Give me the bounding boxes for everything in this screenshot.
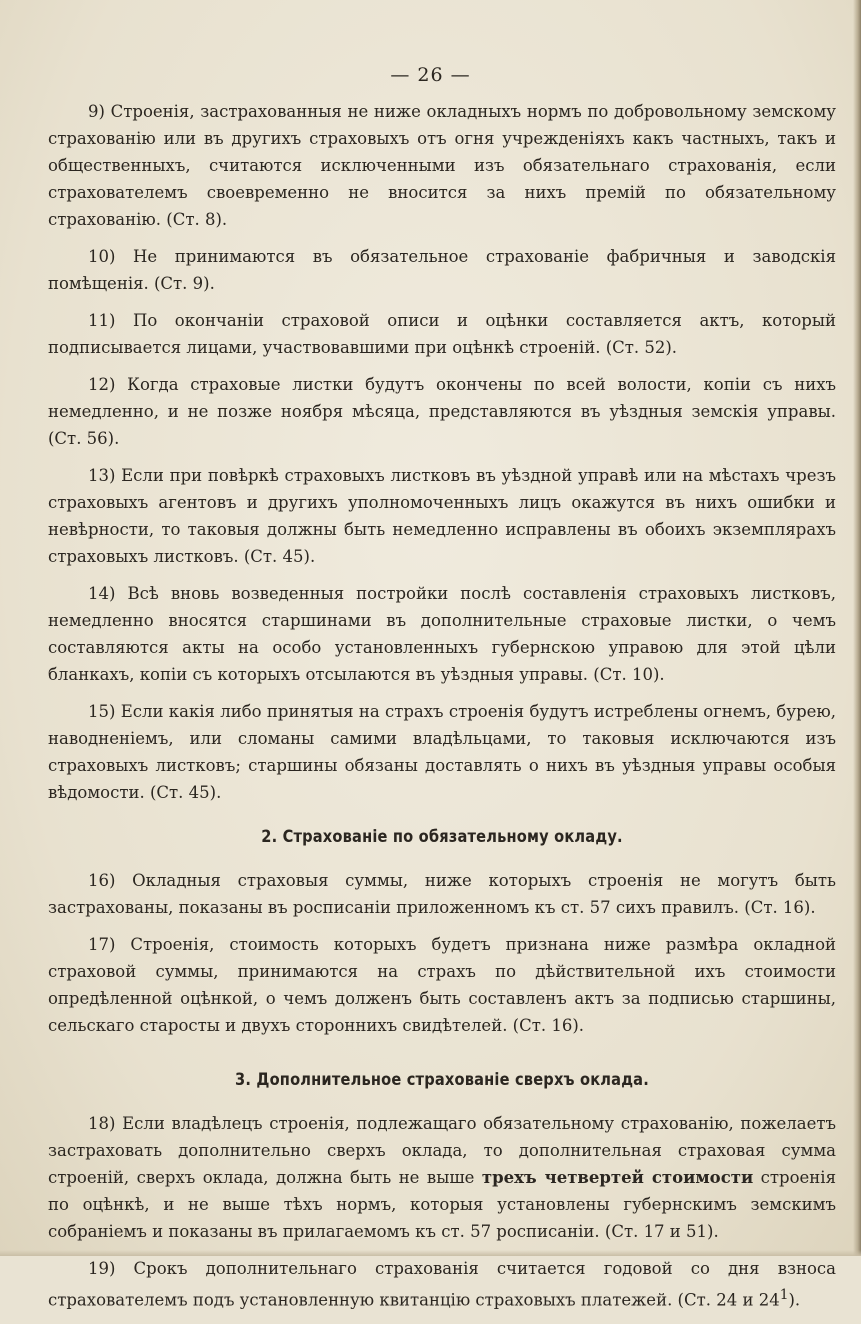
paragraph-13: 13) Если при повѣркѣ страховыхъ листковъ въ уѣздной управѣ или на мѣстахъ чрезъ страховыхъ агентовъ и другихъ уполномоченныхъ лицъ окажутся въ нихъ ошибки и невѣрности, то таковыя должны быть немедленно исправлены въ обоихъ экземплярахъ страховыхъ листковъ. (Ст. 45). bbox=[48, 466, 836, 566]
paragraph-15: 15) Если какія либо принятыя на страхъ строенія будутъ истреблены огнемъ, бурею, наводненіемъ, или сломаны самими владѣльцами, то таковыя исключаются изъ страховыхъ листковъ; старшины обязаны доставлять о нихъ въ уѣздныя управы особыя вѣдомости. (Ст. 45). bbox=[48, 702, 836, 802]
paragraph-19-text-a: 19) Срокъ дополнительнаго страхованія считается годовой со дня взноса страхователемъ подъ установленную квитанцію страховыхъ платежей. (Ст. 24 и 24 bbox=[48, 1259, 836, 1310]
paragraph-14: 14) Всѣ вновь возведенныя постройки послѣ составленія страховыхъ листковъ, немедленно вносятся старшинами въ дополнительные страховые листки, о чемъ составляются акты на особо установленныхъ губернскою управою для этой цѣли бланкахъ, копіи съ которыхъ отсылаются въ уѣздныя управы. (Ст. 10). bbox=[48, 584, 836, 684]
paragraph-19-superscript: 1 bbox=[779, 1287, 789, 1303]
paragraph-17: 17) Строенія, стоимость которыхъ будетъ признана ниже размѣра окладной страховой суммы, принимаются на страхъ по дѣйствительной ихъ стоимости опредѣленной оцѣнкой, о чемъ долженъ быть составленъ актъ за подписью старшины, сельскаго старосты и двухъ стороннихъ свидѣтелей. (Ст. 16). bbox=[48, 935, 836, 1035]
paragraph-9: 9) Строенія, застрахованныя не ниже окладныхъ нормъ по добровольному земскому страхованію или въ другихъ страховыхъ отъ огня учрежденіяхъ какъ частныхъ, такъ и общественныхъ, считаются исключенными изъ обязательнаго страхованія, если страхователемъ своевременно не вносится за нихъ премій по обязательному страхованію. (Ст. 8). bbox=[48, 102, 836, 229]
paragraph-10: 10) Не принимаются въ обязательное страхованіе фабричныя и заводскія помѣщенія. (Ст. 9). bbox=[48, 247, 836, 293]
paragraph-18-text-a: 18) Если владѣлецъ строенія, подлежащаго обязательному страхованію, пожелаетъ застраховать дополнительно сверхъ оклада, то дополнительная страховая сумма строеній, сверхъ оклада, должна быть не выше bbox=[48, 1114, 836, 1187]
section-heading-3: 3. Дополнительное страхованіе сверхъ оклада. bbox=[235, 1070, 649, 1090]
page-body bbox=[48, 98, 836, 1324]
paragraph-19-text-b: ). bbox=[788, 1290, 801, 1310]
paragraph-12: 12) Когда страховые листки будутъ окончены по всей волости, копіи съ нихъ немедленно, и не позже ноября мѣсяца, представляются въ уѣздныя земскія управы. (Ст. 56). bbox=[48, 375, 836, 448]
paragraph-11: 11) По окончаніи страховой описи и оцѣнки составляется актъ, который подписывается лицами, участвовавшими при оцѣнкѣ строеній. (Ст. 52). bbox=[48, 311, 836, 357]
paragraph-18-emphasis: трехъ четвертей стоимости bbox=[481, 1168, 754, 1187]
paragraph-16: 16) Окладныя страховыя суммы, ниже которыхъ строенія не могутъ быть застрахованы, показаны въ росписаніи приложенномъ къ ст. 57 сихъ правилъ. (Ст. 16). bbox=[48, 871, 836, 917]
page-number: — 26 — bbox=[390, 64, 471, 86]
section-heading-2: 2. Страхованіе по обязательному окладу. bbox=[261, 827, 623, 847]
paragraph-18 bbox=[48, 1110, 836, 1245]
paragraph-19 bbox=[48, 1255, 836, 1314]
paragraph-18-text-b: строенія по оцѣнкѣ, и не выше тѣхъ нормъ, которыя установлены губернскимъ земскимъ собраніемъ и показаны въ прилагаемомъ къ ст. 57 росписаніи. (Ст. 17 и 51). bbox=[48, 1168, 836, 1241]
page-edge-shadow bbox=[853, 0, 861, 1256]
